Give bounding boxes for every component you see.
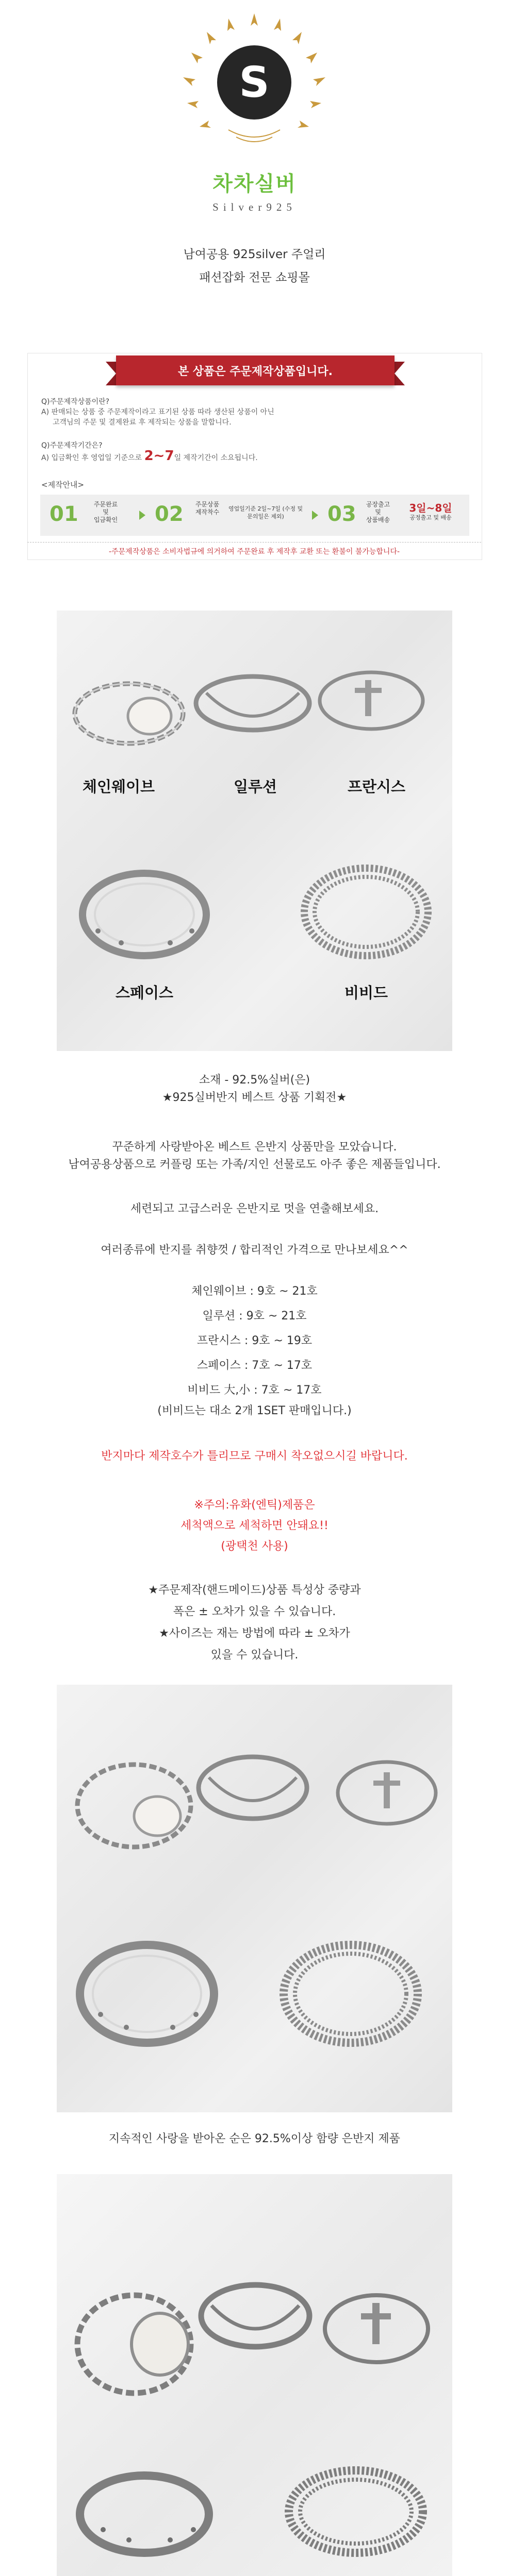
step-2-line-1: 주문상품 [195,501,220,508]
handmade-note-1: ★주문제작(핸드메이드)상품 특성상 중량과 [148,1584,361,1597]
faq-question-1: Q)주문제작상품이란? [41,398,110,406]
faq-block-1 [41,397,274,428]
size-line: 프란시스 : 9호 ~ 19호 [196,1334,313,1347]
ring-label-illusion: 일루션 [233,778,277,795]
notice-footer: -주문제작상품은 소비자법규에 의거하여 주문완료 후 제작후 교환 또는 환불이 불가능합니다- [108,548,400,556]
ring-label-francis: 프란시스 [347,778,406,795]
size-line: 체인웨이브 : 9호 ~ 21호 [191,1285,318,1298]
brand-tagline-2: 패션잡화 전문 쇼핑몰 [199,271,310,284]
planning-text: ★925실버반지 베스트 상품 기획전★ [162,1091,347,1104]
faq-answer-1a: A) 판매되는 상품 중 주문제작이라고 표기된 상품 따라 생산된 상품이 아닌 [41,408,274,416]
caution-line-2: 세척액으로 세척하면 안돼요!! [180,1519,329,1532]
description-line-4: 여러종류에 반지를 취향껏 / 합리적인 가격으로 만나보세요^^ [101,1244,408,1257]
step-3-line-3: 상품배송 [366,516,390,523]
notice-divider [27,542,481,543]
faq-answer-2-post: 일 제작기간이 소요됩니다. [174,454,258,462]
brand-subtitle: Silver925 [212,201,297,213]
brand-logo-emblem [151,10,357,160]
step-3-days: 3일~8일 [409,502,452,514]
production-guide-title: <제작안내> [41,480,85,489]
step-2-number: 02 [155,502,184,526]
ring-illustrations-2 [57,1685,452,2112]
photo-2-caption: 지속적인 사랑을 받아온 순은 92.5%이상 함량 은반지 제품 [108,2132,401,2145]
step-arrow-icon [139,511,145,520]
step-arrow-icon [312,511,318,520]
step-3-text [360,501,396,524]
description-line-1: 꾸준하게 사랑받아온 베스트 은반지 상품만을 모았습니다. [112,1141,397,1154]
step-3-note: 공정출고 및 배송 [409,514,452,521]
brand-name: 차차실버 [212,172,297,196]
caution-line-3: (광택천 사용) [221,1540,288,1553]
step-3-line-2: 및 [375,509,381,516]
ring-label-space: 스페이스 [115,984,174,1002]
handmade-note-3: ★사이즈는 재는 방법에 따라 ± 오차가 [159,1627,350,1640]
step-1-line-3: 입금확인 [93,516,118,523]
size-line: 일루션 : 9호 ~ 21호 [202,1310,307,1323]
caution-line-1: ※주의:유화(엔틱)제품은 [194,1499,315,1512]
faq-question-2: Q)주문제작기간은? [41,442,103,450]
step-3-line-1: 공장출고 [366,501,390,508]
ring-label-vivid: 비비드 [344,984,388,1002]
handmade-note-4: 있을 수 있습니다. [210,1649,299,1662]
ribbon-tail-right [395,362,405,385]
step-3-number: 03 [327,502,356,526]
product-photo-2 [57,1685,452,2112]
faq-answer-2-days: 2~7 [144,448,174,464]
material-text: 소재 - 92.5%실버(은) [199,1074,310,1087]
size-line: 비비드 大,小 : 7호 ~ 17호 [187,1384,322,1397]
step-3-duration [400,502,462,521]
faq-answer-1b: 고객님의 주문 및 결제완료 후 제작되는 상품을 말합니다. [53,418,232,427]
faq-block-2 [41,440,258,463]
step-1-text [83,501,129,524]
faq-answer-2 [41,448,258,464]
description-line-3: 세련되고 고급스러운 은반지로 멋을 연출해보세요. [130,1202,379,1215]
step-2-detail: 영업일기준 2일~7일 (수정 및 문의일은 제외) [228,505,303,520]
ring-illustrations-3 [57,2174,452,2576]
notice-ribbon: 본 상품은 주문제작상품입니다. [116,355,395,385]
faq-answer-2-pre: A) 입금확인 후 영업일 기준으로 [41,454,142,462]
ribbon-tail-left [106,362,116,385]
step-1-number: 01 [50,502,78,526]
step-1-line-1: 주문완료 [93,501,118,508]
brand-tagline-1: 남여공용 925silver 주얼리 [183,248,326,261]
size-note: (비비드는 대소 2개 1SET 판매입니다.) [157,1404,352,1417]
step-2-line-2: 제작착수 [195,509,220,516]
step-2-text [187,501,228,516]
product-photo-3 [57,2174,452,2576]
ring-label-chain-wave: 체인웨이브 [82,778,155,795]
description-line-2: 남여공용상품으로 커플링 또는 가족/지인 선물로도 아주 좋은 제품들입니다. [68,1158,441,1171]
handmade-note-2: 폭은 ± 오차가 있을 수 있습니다. [173,1605,336,1618]
size-line: 스페이스 : 7호 ~ 17호 [196,1359,313,1372]
logo-letter: S [239,58,270,107]
size-warning: 반지마다 제작호수가 틀리므로 구매시 착오없으시길 바랍니다. [101,1450,408,1463]
step-1-line-2: 및 [103,509,109,516]
